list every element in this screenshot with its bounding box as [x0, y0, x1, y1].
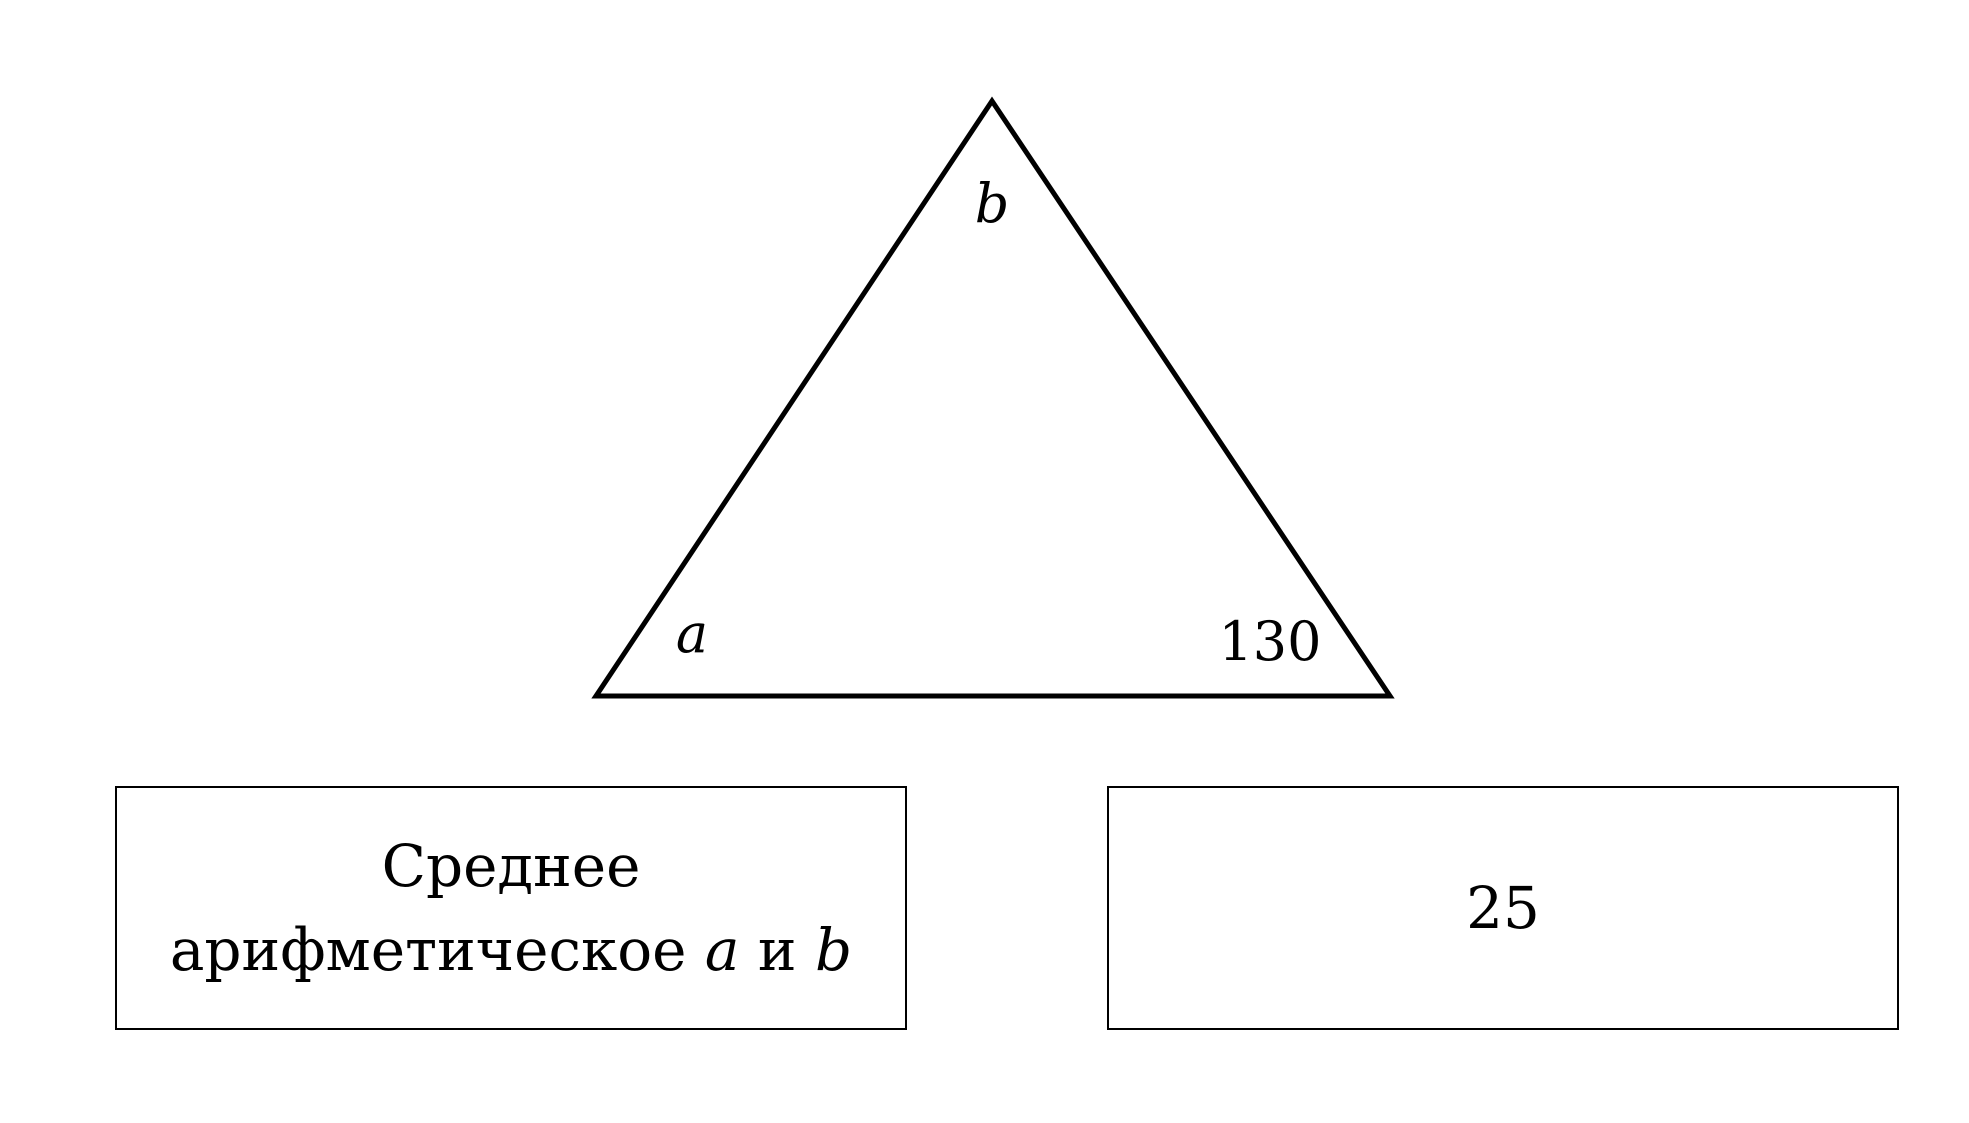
answer-card-left[interactable] — [115, 786, 907, 1030]
card-left-line1: Среднее — [381, 831, 641, 900]
card-right-value: 25 — [1466, 873, 1540, 942]
card-left-var-b: b — [815, 916, 853, 984]
card-left-conjunction: и — [739, 916, 815, 984]
card-left-var-a: a — [704, 916, 740, 984]
angle-label-right: 130 — [1218, 610, 1322, 673]
card-left-line2 — [170, 908, 852, 992]
angle-label-left: a — [675, 602, 709, 665]
angle-label-top: b — [974, 172, 1010, 235]
card-left-line2-prefix: арифметическое — [169, 916, 705, 984]
answer-card-right[interactable] — [1107, 786, 1899, 1030]
card-left-text — [170, 824, 852, 992]
